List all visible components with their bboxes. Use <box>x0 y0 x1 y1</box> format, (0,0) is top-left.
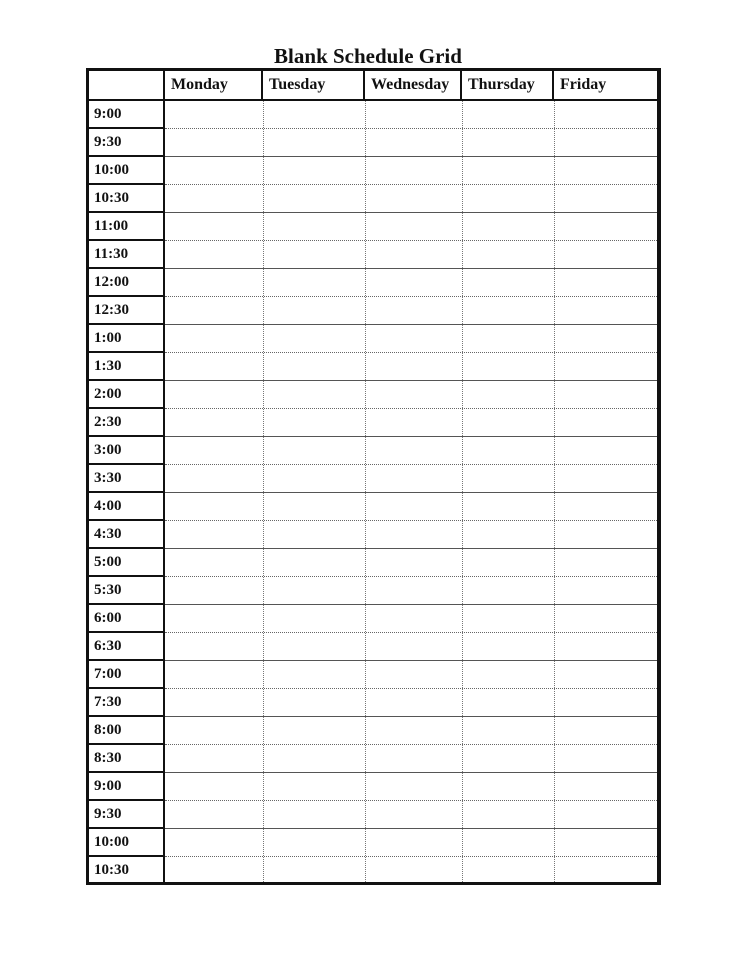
time-label: 9:00 <box>89 773 163 801</box>
time-label: 11:30 <box>89 241 163 269</box>
row-divider <box>165 240 657 241</box>
time-label: 12:30 <box>89 297 163 325</box>
row-divider <box>165 828 657 829</box>
time-label: 8:30 <box>89 745 163 773</box>
time-column <box>89 101 163 882</box>
schedule-cells <box>163 101 657 882</box>
time-label: 10:30 <box>94 862 129 878</box>
row-divider <box>165 408 657 409</box>
day-header-wednesday: Wednesday <box>363 71 460 99</box>
row-divider <box>165 296 657 297</box>
row-divider <box>165 548 657 549</box>
row-divider <box>165 352 657 353</box>
row-divider <box>165 128 657 129</box>
day-header-thursday: Thursday <box>460 71 552 99</box>
row-divider <box>165 324 657 325</box>
time-label: 6:30 <box>89 633 163 661</box>
day-header-friday: Friday <box>552 71 657 99</box>
time-label: 1:30 <box>89 353 163 381</box>
row-divider <box>165 800 657 801</box>
row-divider <box>165 436 657 437</box>
time-label: 11:00 <box>89 213 163 241</box>
row-divider <box>165 492 657 493</box>
day-header-row <box>89 71 657 101</box>
day-header-tuesday: Tuesday <box>261 71 363 99</box>
time-label: 4:30 <box>89 521 163 549</box>
day-header-monday: Monday <box>163 71 261 99</box>
corner-cell <box>89 71 163 99</box>
row-divider <box>165 632 657 633</box>
row-divider <box>165 520 657 521</box>
row-divider <box>165 576 657 577</box>
time-label: 4:00 <box>89 493 163 521</box>
time-label: 12:00 <box>89 269 163 297</box>
time-label: 2:30 <box>89 409 163 437</box>
time-label: 7:00 <box>89 661 163 689</box>
time-label: 8:00 <box>89 717 163 745</box>
row-divider <box>165 268 657 269</box>
row-divider <box>165 604 657 605</box>
page-title: Blank Schedule Grid <box>274 44 462 68</box>
row-divider <box>165 688 657 689</box>
time-label: 6:00 <box>89 605 163 633</box>
time-label: 10:00 <box>89 829 163 857</box>
row-divider <box>165 772 657 773</box>
row-divider <box>165 464 657 465</box>
time-label: 3:30 <box>89 465 163 493</box>
time-label: 7:30 <box>89 689 163 717</box>
row-divider <box>165 156 657 157</box>
row-divider <box>165 744 657 745</box>
time-label: 5:30 <box>89 577 163 605</box>
time-label: 9:30 <box>89 129 163 157</box>
schedule-grid <box>86 68 661 885</box>
row-divider <box>165 660 657 661</box>
row-divider <box>165 856 657 857</box>
time-label: 10:00 <box>89 157 163 185</box>
time-label: 10:30 <box>89 185 163 213</box>
row-divider <box>165 184 657 185</box>
time-label: 9:30 <box>89 801 163 829</box>
time-label: 2:00 <box>89 381 163 409</box>
time-label: 1:00 <box>89 325 163 353</box>
time-label: 5:00 <box>89 549 163 577</box>
row-divider <box>165 380 657 381</box>
row-divider <box>165 212 657 213</box>
time-label: 3:00 <box>89 437 163 465</box>
time-label: 9:00 <box>89 101 163 129</box>
row-divider <box>165 716 657 717</box>
